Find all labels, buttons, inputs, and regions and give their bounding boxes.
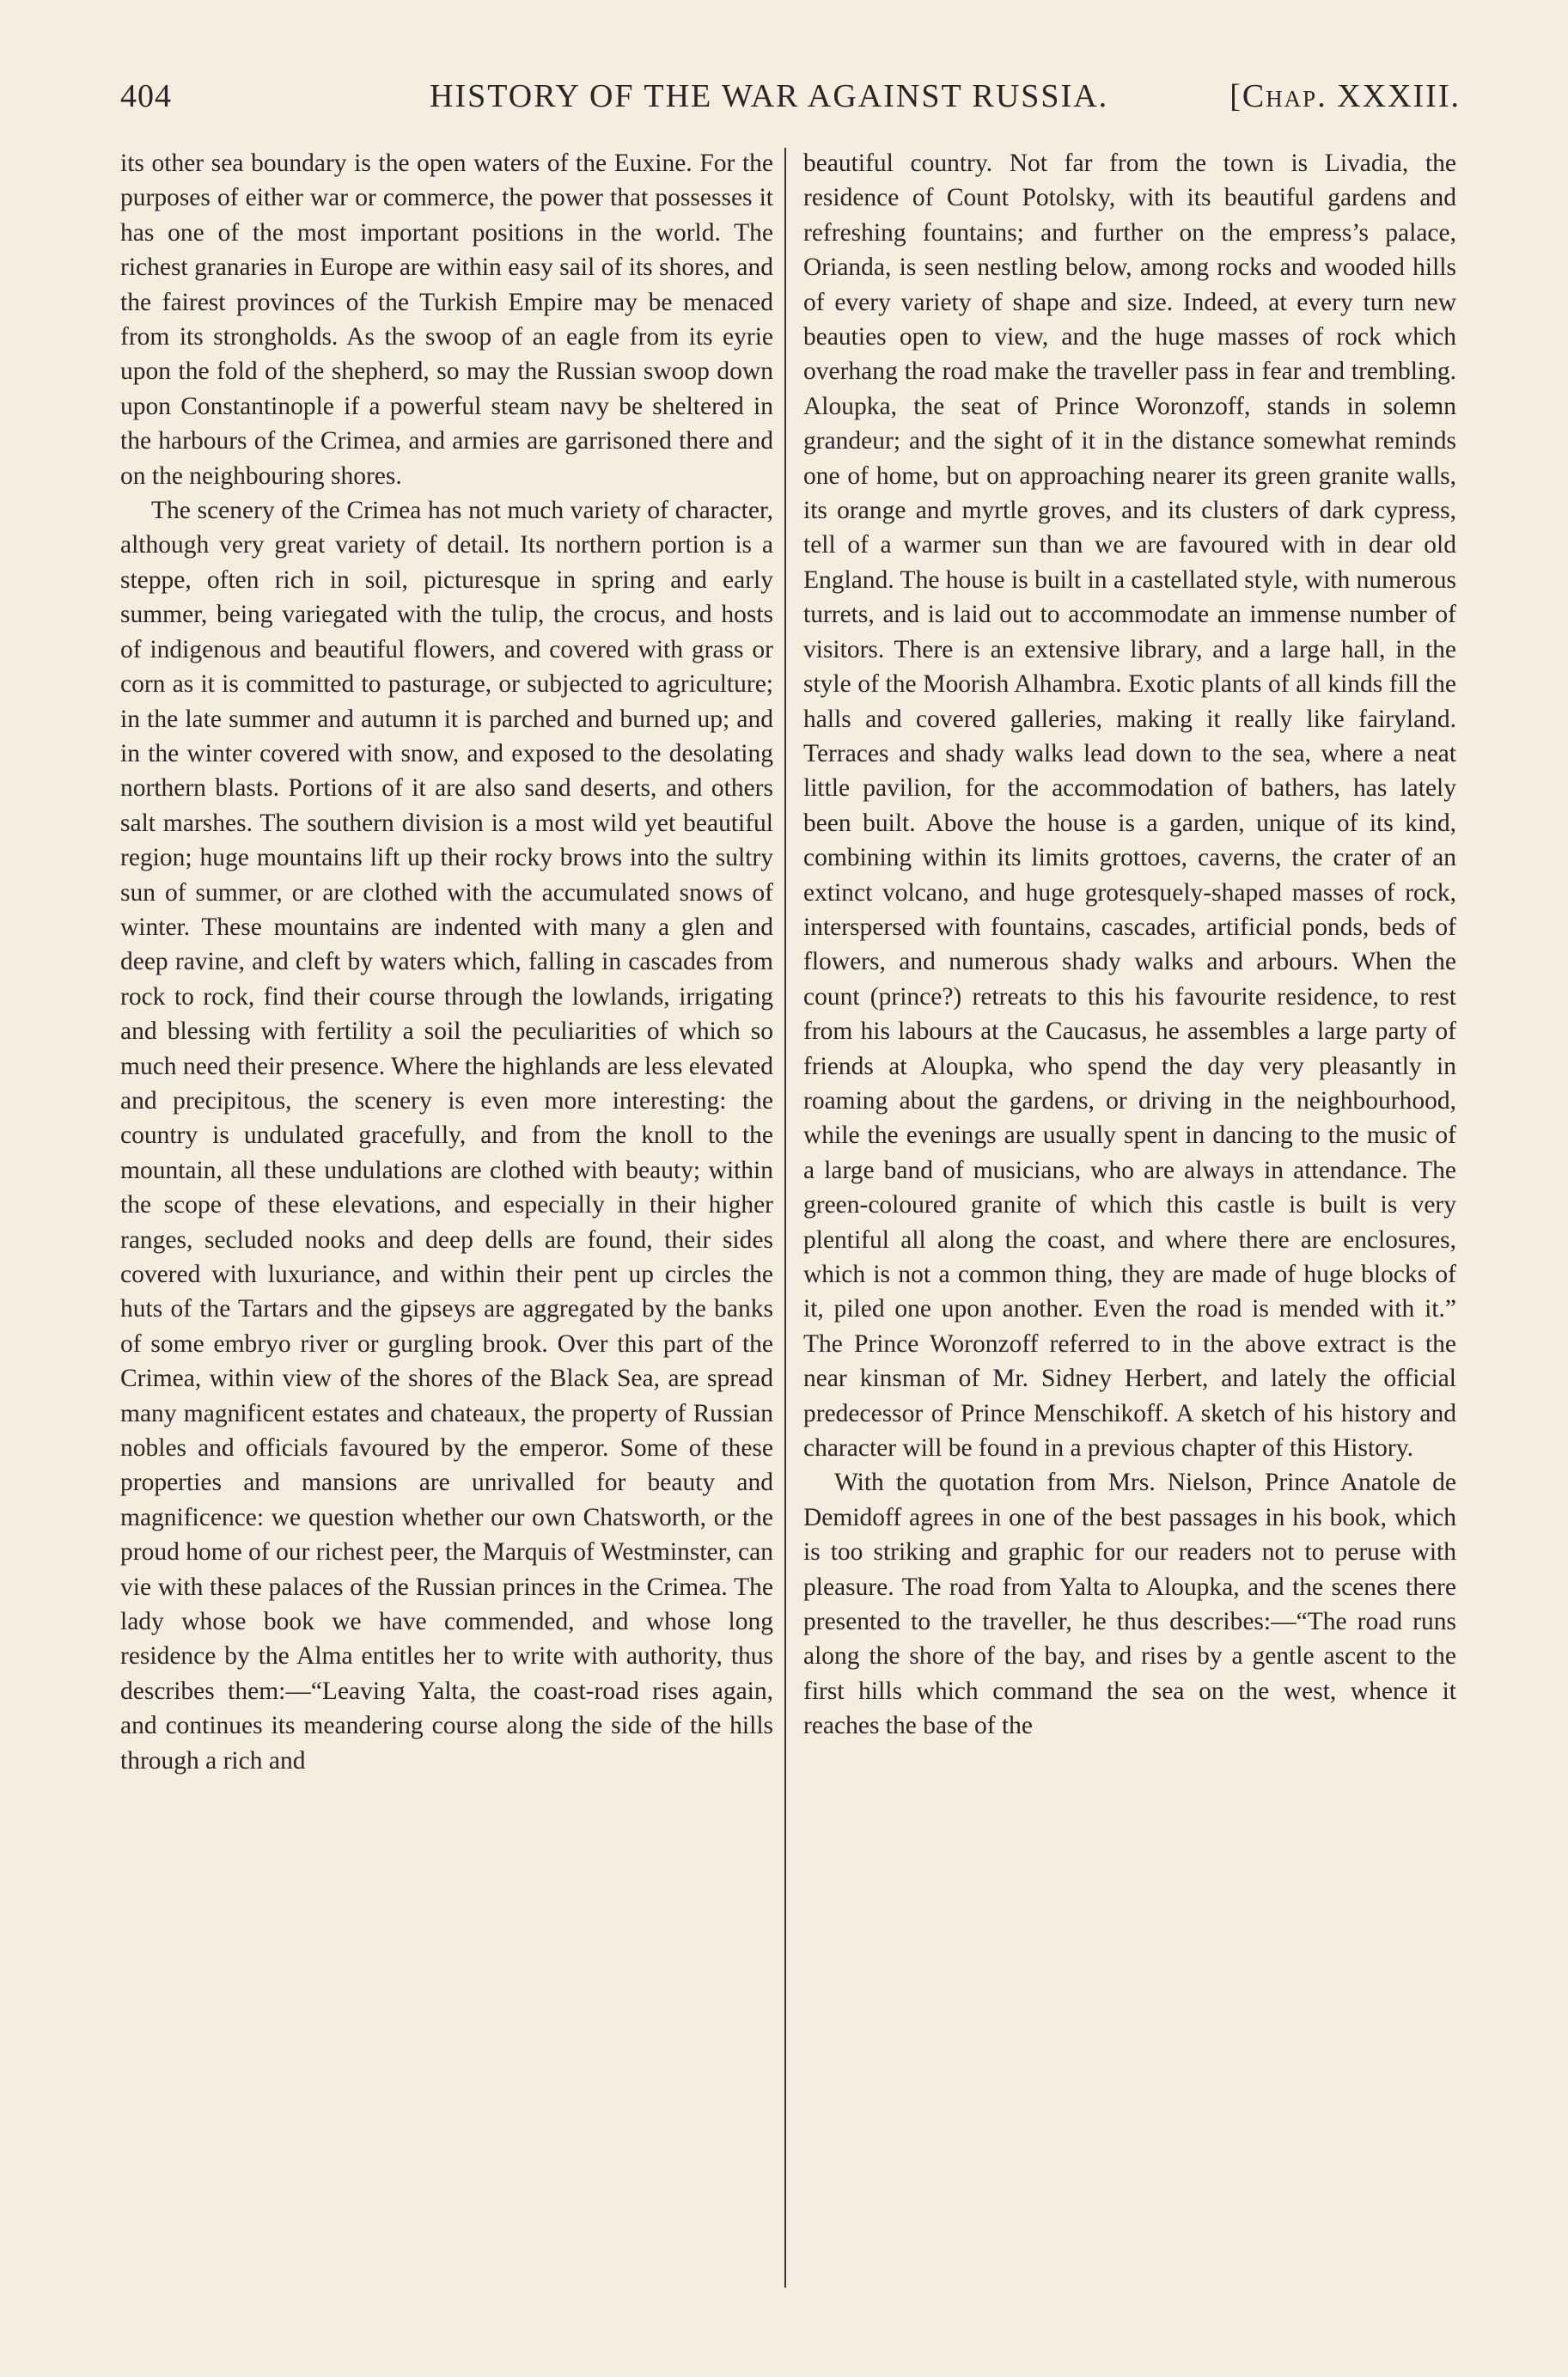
left-paragraph-1: its other sea boundary is the open waters of the Euxine. For the purposes of either war or commerce, the power that possesses it has one of the most important positions in the world. The richest granaries in Europe are within easy sail of its shores, and the fairest provinces of the Turkish Empire may be menaced from its strongholds. As the swoop of an eagle from its eyrie upon the fold of the shepherd, so may the Russian swoop down upon Constantinople if a powerful steam navy be sheltered in the harbours of the Crimea, and armies are garrisoned there and on the neighbouring shores. xyxy=(120,150,773,490)
right-paragraph-2: With the quotation from Mrs. Nielson, Prince Anatole de Demidoff agrees in one of the best passages in his book, which is too striking and graphic for our readers not to peruse with pleasure. The road from Yalta to Aloupka, and the scenes there presented to the traveller, he thus describes:—“The road runs along the shore of the bay, and rises by a gentle ascent to the first hills which command the sea on the west, whence it reaches the base of the xyxy=(803,1469,1456,1740)
left-paragraph-2: The scenery of the Crimea has not much variety of character, although very great variety of detail. Its northern portion is a steppe, often rich in soil, picturesque in spring and early summer, being variegated with the tulip, the crocus, and hosts of indigenous and beautiful flowers, and covered with grass or corn as it is committed to pasturage, or subjected to agriculture; in the late summer and autumn it is parched and burned up; and in the winter covered with snow, and exposed to the desolating northern blasts. Portions of it are also sand deserts, and others salt marshes. The southern division is a most wild yet beautiful region; huge mountains lift up their rocky brows into the sultry sun of summer, or are clothed with the accumulated snows of winter. These mountains are indented with many a glen and deep ravine, and cleft by waters which, falling in cascades from rock to rock, find their course through the lowlands, irrigating and blessing with fertility a soil the peculiarities of which so much need their presence. Where the highlands are less elevated and precipitous, the scenery is even more interesting: the country is undulated gracefully, and from the knoll to the mountain, all these undulations are clothed with beauty; within the scope of these elevations, and especially in their higher ranges, secluded nooks and deep dells are found, their sides covered with luxuriance, and within their pent up circles the huts of the Tartars and the gipseys are aggregated by the banks of some embryo river or gurgling brook. Over this part of the Crimea, within view of the shores of the Black Sea, are spread many magnificent estates and chateaux, the property of Russian nobles and officials favoured by the emperor. Some of these properties and mansions are unrivalled for beauty and magnificence: we question whether our own Chatsworth, or the proud home of our richest peer, the Marquis of Westminster, can vie with these palaces of the Russian princes in the Crimea. The lady whose book we have commended, and whose long residence by the Alma entitles her to write with authority, thus describes them:—“Leaving Yalta, the coast-road rises again, and continues its meandering course along the side of the hills through a rich and xyxy=(120,497,773,1775)
chapter-label: [Chap. XXXIII. xyxy=(1229,78,1461,114)
left-column xyxy=(120,146,773,1778)
running-header xyxy=(120,77,1461,129)
column-divider xyxy=(784,148,786,2288)
running-title: HISTORY OF THE WAR AGAINST RUSSIA. xyxy=(430,78,1109,114)
right-paragraph-1: beautiful country. Not far from the town is Livadia, the residence of Count Potolsky, with its beautiful gardens and refreshing fountains; and further on the empress’s palace, Orianda, is seen nestling below, among rocks and wooded hills of every variety of shape and size. Indeed, at every turn new beauties open to view, and the huge masses of rock which overhang the road make the traveller pass in fear and trembling. Aloupka, the seat of Prince Woronzoff, stands in solemn grandeur; and the sight of it in the distance somewhat reminds one of home, but on approaching nearer its green granite walls, its orange and myrtle groves, and its clusters of dark cypress, tell of a warmer sun than we are favoured with in dear old England. The house is built in a castellated style, with numerous turrets, and is laid out to accommodate an immense number of visitors. There is an extensive library, and a large hall, in the style of the Moorish Alhambra. Exotic plants of all kinds fill the halls and covered galleries, making it really like fairyland. Terraces and shady walks lead down to the sea, where a neat little pavilion, for the accommodation of bathers, has lately been built. Above the house is a garden, unique of its kind, combining within its limits grottoes, caverns, the crater of an extinct volcano, and huge grotesquely-shaped masses of rock, interspersed with fountains, cascades, artificial ponds, beds of flowers, and numerous shady walks and arbours. When the count (prince?) retreats to this his favourite residence, to rest from his labours at the Caucasus, he assembles a large party of friends at Aloupka, who spend the day very pleasantly in roaming about the gardens, or driving in the neighbourhood, while the evenings are usually spent in dancing to the music of a large band of musicians, who are always in attendance. The green-coloured granite of which this castle is built is very plentiful all along the coast, and where there are enclosures, which is not a common thing, they are made of huge blocks of it, piled one upon another. Even the road is mended with it.” The Prince Woronzoff referred to in the above extract is the near kinsman of Mr. Sidney Herbert, and lately the official predecessor of Prince Menschikoff. A sketch of his history and character will be found in a previous chapter of this History. xyxy=(803,150,1456,1463)
page-number: 404 xyxy=(120,78,172,114)
right-column xyxy=(803,146,1456,1744)
